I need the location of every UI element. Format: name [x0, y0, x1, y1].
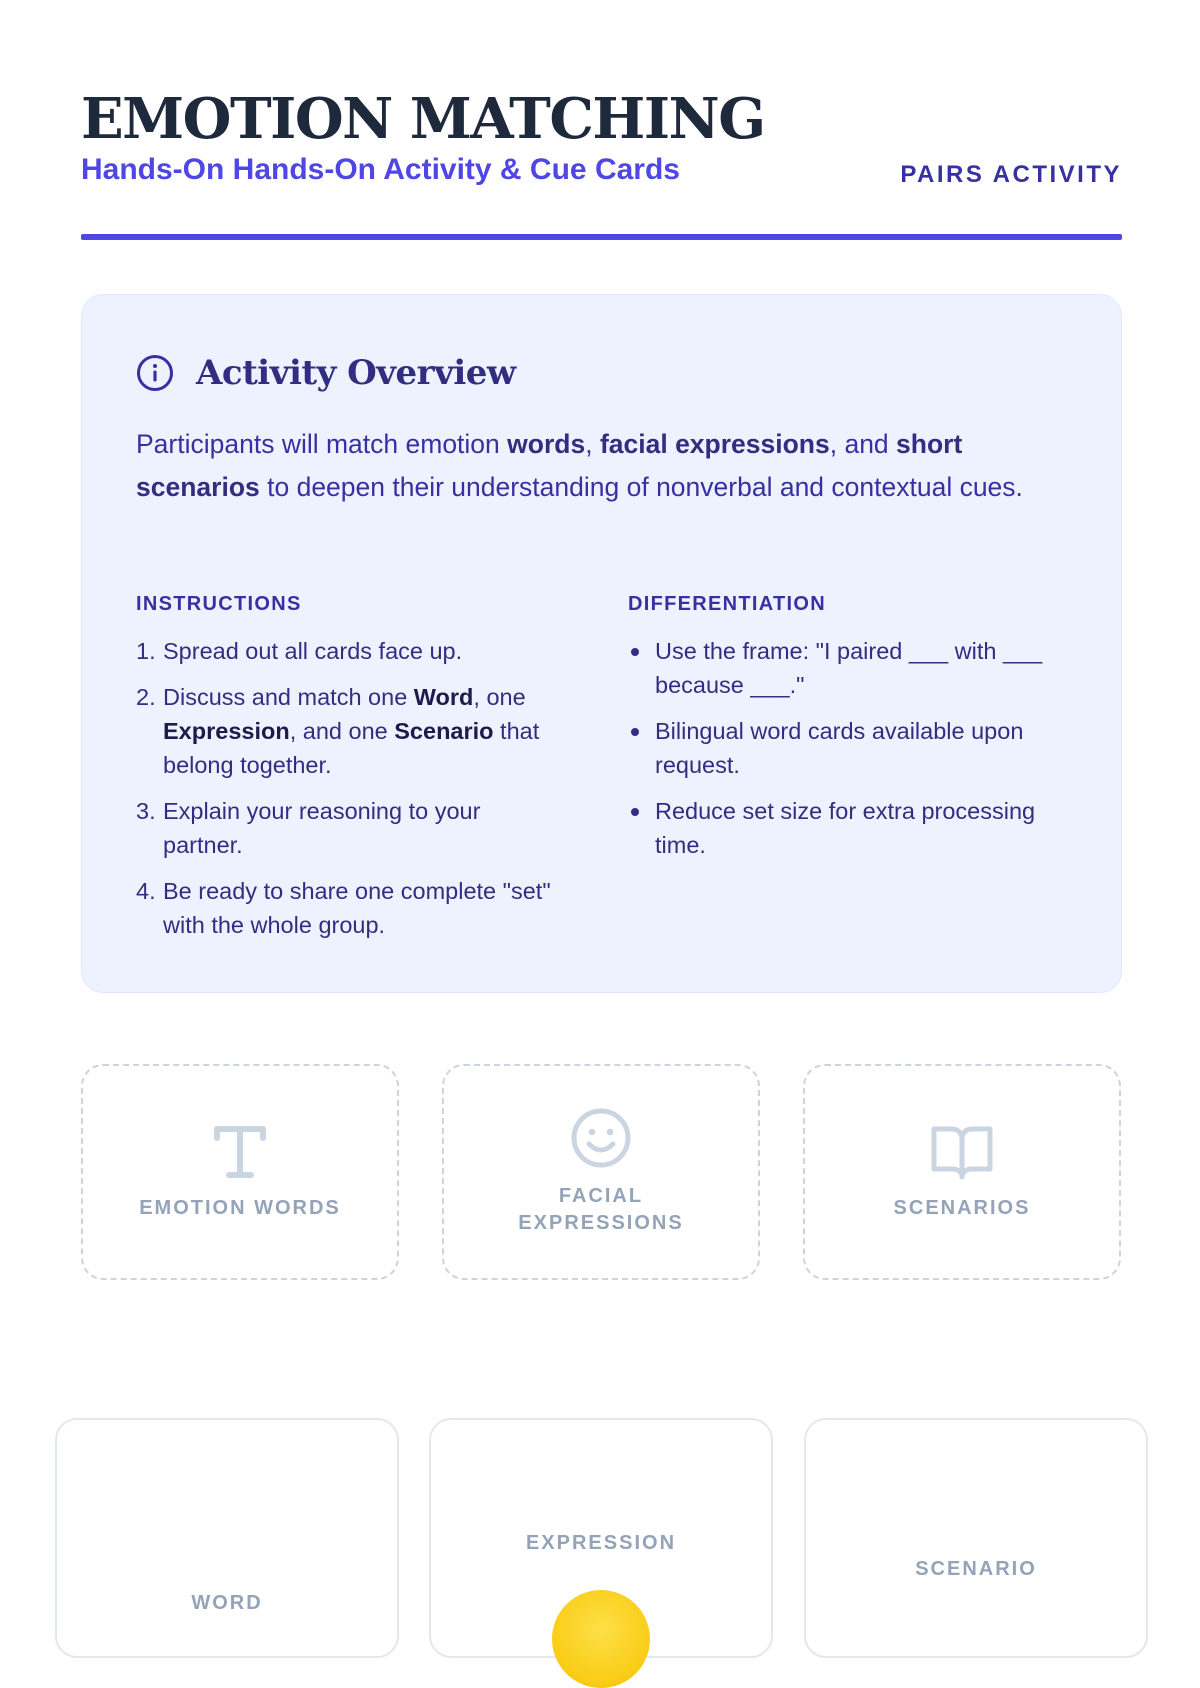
instruction-step: 3. Explain your reasoning to your partner.	[136, 798, 481, 858]
page-subtitle: Hands-On Hands-On Activity & Cue Cards	[81, 153, 680, 186]
expression-card[interactable]	[429, 1418, 773, 1658]
differentiation-item: Use the frame: "I paired ___ with ___ because ___."	[628, 634, 1068, 702]
activity-overview-panel	[81, 294, 1122, 993]
category-label: EMOTION WORDS	[139, 1196, 341, 1219]
info-circle-icon	[136, 354, 174, 392]
differentiation-list	[628, 634, 1068, 862]
category-facial-expressions	[442, 1064, 760, 1280]
category-emotion-words	[81, 1064, 399, 1280]
card-type-label: WORD	[191, 1592, 263, 1614]
overview-title: Activity Overview	[196, 353, 516, 393]
differentiation-title: DIFFERENTIATION	[628, 593, 827, 615]
category-scenarios	[803, 1064, 1121, 1280]
emoji-face-icon	[552, 1590, 650, 1688]
instructions-section	[136, 593, 566, 954]
category-label: FACIAL EXPRESSIONS	[518, 1185, 684, 1234]
instructions-list	[136, 634, 566, 942]
differentiation-section	[628, 593, 1068, 874]
category-label: SCENARIOS	[893, 1196, 1031, 1219]
differentiation-item: Bilingual word cards available upon request.	[628, 714, 1068, 782]
open-book-icon	[930, 1123, 994, 1181]
card-type-label: SCENARIO	[915, 1558, 1037, 1580]
word-card[interactable]	[55, 1418, 399, 1658]
activity-type-tag: PAIRS ACTIVITY	[900, 161, 1122, 188]
differentiation-item: Reduce set size for extra processing time.	[628, 794, 1068, 862]
instruction-step: 4. Be ready to share one complete "set" with the whole group.	[136, 878, 551, 938]
page-title: EMOTION MATCHING	[81, 86, 765, 152]
instruction-step: 1. Spread out all cards face up.	[136, 638, 463, 664]
overview-description: Participants will match emotion words, facial expressions, and short scenarios to deepen their understanding of nonverbal and contextual cues.	[136, 429, 1023, 502]
card-type-label: EXPRESSION	[525, 1532, 677, 1554]
header-divider	[81, 234, 1122, 240]
instruction-step: 2. Discuss and match one Word, one Expression, and one Scenario that belong together.	[136, 684, 540, 778]
instructions-title: INSTRUCTIONS	[136, 593, 302, 615]
page-header	[81, 78, 1122, 242]
smiley-face-icon	[570, 1107, 632, 1169]
scenario-card[interactable]	[804, 1418, 1148, 1658]
text-t-icon	[213, 1123, 267, 1181]
overview-heading	[136, 353, 516, 393]
